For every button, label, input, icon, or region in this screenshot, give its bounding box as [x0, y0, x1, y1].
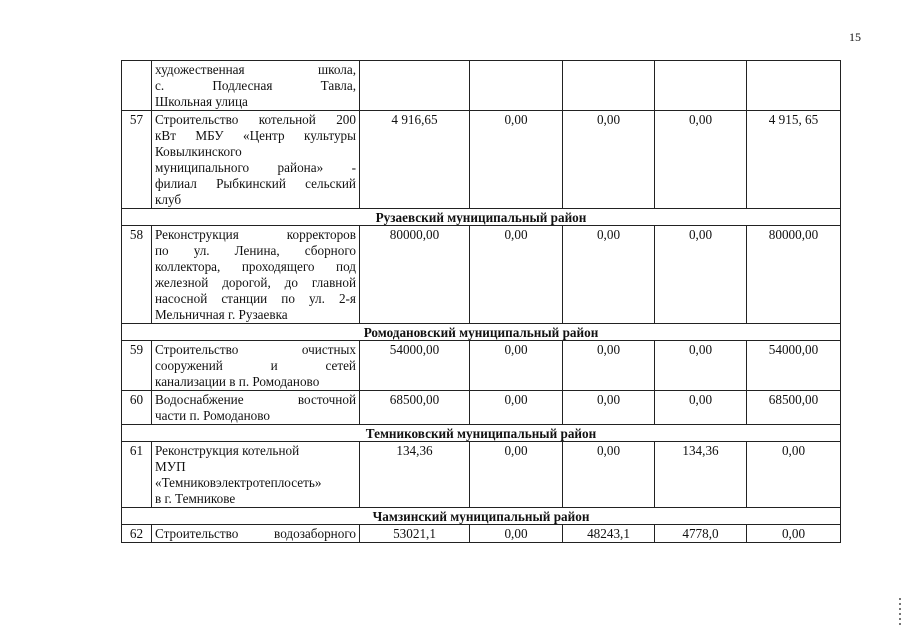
amount-cell-5: 0,00: [747, 525, 841, 543]
scan-margin-marks: [897, 595, 903, 635]
table-row: [122, 226, 841, 324]
row-number: 58: [122, 226, 152, 324]
investment-table: [121, 60, 841, 543]
object-name-line: Строительство котельной 200: [155, 112, 356, 127]
amount-cell-2: 0,00: [470, 525, 563, 543]
table-body: [122, 61, 841, 543]
table-row: [122, 61, 841, 111]
amount-cell-3: [563, 61, 655, 111]
amount-cell-3: 0,00: [563, 226, 655, 324]
page-number: 15: [849, 30, 861, 44]
object-name: [152, 525, 360, 543]
object-name-line: железной дорогой, до главной: [155, 275, 356, 290]
table-row: [122, 391, 841, 425]
object-name-line: клуб: [155, 192, 182, 207]
region-header-row: [122, 425, 841, 442]
region-header-row: [122, 324, 841, 341]
object-name: [152, 341, 360, 391]
amount-cell-5: 68500,00: [747, 391, 841, 425]
object-name-line: с. Подлесная Тавла,: [155, 78, 356, 93]
amount-cell-2: [470, 61, 563, 111]
amount-cell-4: 0,00: [655, 226, 747, 324]
row-number: 62: [122, 525, 152, 543]
amount-cell-3: 0,00: [563, 442, 655, 508]
table-row: [122, 341, 841, 391]
region-header-row: [122, 508, 841, 525]
object-name-line: художественная школа,: [155, 62, 356, 77]
object-name: [152, 442, 360, 508]
row-number: 61: [122, 442, 152, 508]
object-name: [152, 391, 360, 425]
object-name: [152, 111, 360, 209]
amount-cell-1: 53021,1: [360, 525, 470, 543]
object-name-line: Реконструкция корректоров: [155, 227, 356, 242]
object-name-line: по ул. Ленина, сборного: [155, 243, 356, 258]
amount-cell-5: 80000,00: [747, 226, 841, 324]
amount-cell-3: 0,00: [563, 341, 655, 391]
object-name: [152, 61, 360, 111]
amount-cell-3: 48243,1: [563, 525, 655, 543]
amount-cell-4: 134,36: [655, 442, 747, 508]
amount-cell-1: 68500,00: [360, 391, 470, 425]
amount-cell-1: 134,36: [360, 442, 470, 508]
amount-cell-3: 0,00: [563, 111, 655, 209]
object-name-line: филиал Рыбкинский сельский: [155, 176, 356, 191]
region-title: Темниковский муниципальный район: [122, 425, 841, 442]
region-title: Ромодановский муниципальный район: [122, 324, 841, 341]
amount-cell-5: [747, 61, 841, 111]
amount-cell-1: [360, 61, 470, 111]
amount-cell-4: [655, 61, 747, 111]
amount-cell-2: 0,00: [470, 111, 563, 209]
object-name-line: муниципального района» -: [155, 160, 356, 175]
row-number: 60: [122, 391, 152, 425]
object-name: [152, 226, 360, 324]
object-name-line: канализации в п. Ромоданово: [155, 374, 320, 389]
object-name-line: кВт МБУ «Центр культуры: [155, 128, 356, 143]
amount-cell-4: 4778,0: [655, 525, 747, 543]
row-number: [122, 61, 152, 111]
row-number: 57: [122, 111, 152, 209]
object-name-line: Водоснабжение восточной: [155, 392, 356, 407]
object-name-line: коллектора, проходящего под: [155, 259, 356, 274]
amount-cell-5: 54000,00: [747, 341, 841, 391]
object-name-line: Строительство очистных: [155, 342, 356, 357]
amount-cell-2: 0,00: [470, 391, 563, 425]
object-name-line: насосной станции по ул. 2-я: [155, 291, 356, 306]
region-title: Рузаевский муниципальный район: [122, 209, 841, 226]
region-header-row: [122, 209, 841, 226]
object-name-line: в г. Темникове: [155, 491, 236, 506]
amount-cell-1: 80000,00: [360, 226, 470, 324]
amount-cell-4: 0,00: [655, 341, 747, 391]
amount-cell-2: 0,00: [470, 341, 563, 391]
object-name-line: Школьная улица: [155, 94, 248, 109]
object-name-line: Строительство водозаборного: [155, 526, 356, 541]
object-name-line: Мельничная г. Рузаевка: [155, 307, 288, 322]
row-number: 59: [122, 341, 152, 391]
amount-cell-2: 0,00: [470, 226, 563, 324]
amount-cell-1: 54000,00: [360, 341, 470, 391]
amount-cell-4: 0,00: [655, 391, 747, 425]
amount-cell-2: 0,00: [470, 442, 563, 508]
table-row: [122, 525, 841, 543]
table-row: [122, 442, 841, 508]
object-name-line: сооружений и сетей: [155, 358, 356, 373]
object-name-line: Ковылкинского: [155, 144, 242, 159]
object-name-line: части п. Ромоданово: [155, 408, 270, 423]
object-name-line: МУП: [155, 459, 186, 474]
amount-cell-1: 4 916,65: [360, 111, 470, 209]
region-title: Чамзинский муниципальный район: [122, 508, 841, 525]
object-name-line: Реконструкция котельной: [155, 443, 300, 458]
amount-cell-4: 0,00: [655, 111, 747, 209]
amount-cell-5: 0,00: [747, 442, 841, 508]
table-row: [122, 111, 841, 209]
object-name-line: «Темниковэлектротеплосеть»: [155, 475, 322, 490]
amount-cell-3: 0,00: [563, 391, 655, 425]
amount-cell-5: 4 915, 65: [747, 111, 841, 209]
